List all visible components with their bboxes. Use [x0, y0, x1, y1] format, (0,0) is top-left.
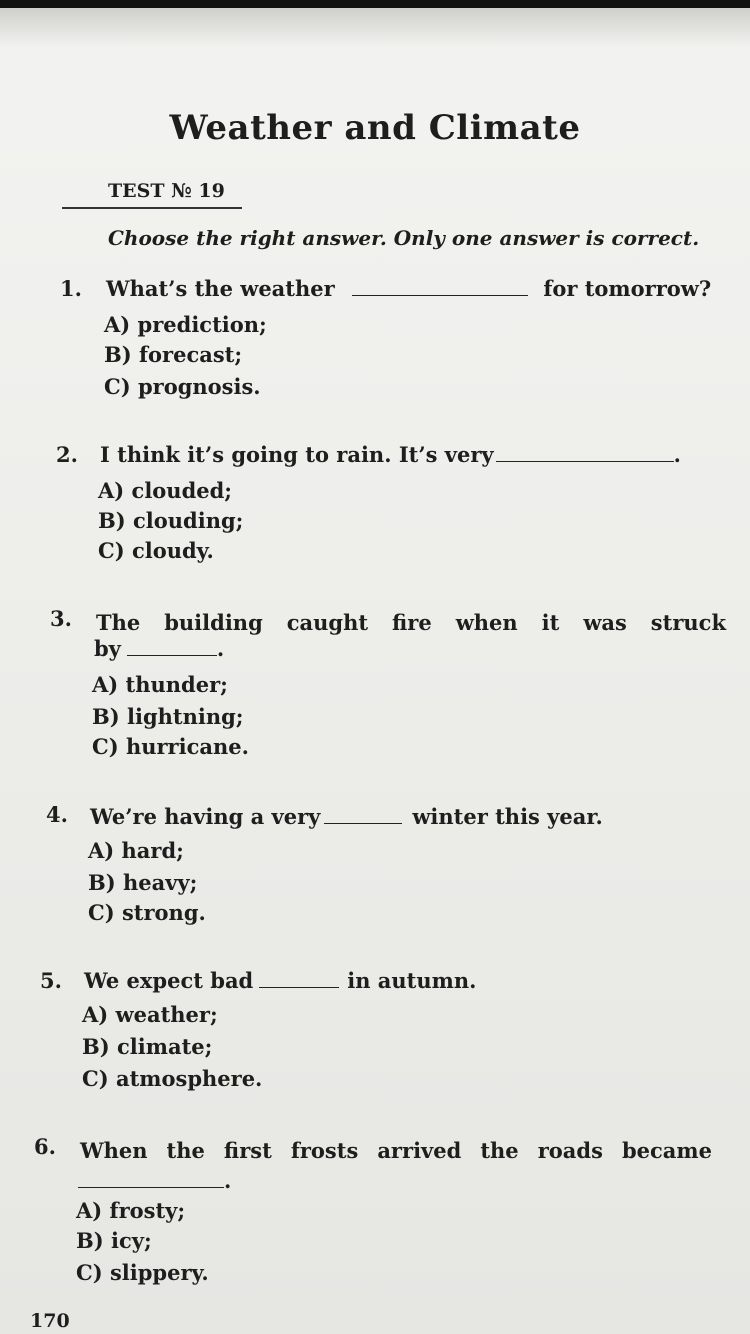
- page-title: Weather and Climate: [169, 108, 581, 148]
- question-4-after: winter this year.: [412, 804, 603, 829]
- question-6-word: first: [223, 1138, 272, 1163]
- question-3-before: by: [94, 636, 121, 661]
- question-6-option-a: A) frosty;: [76, 1198, 186, 1223]
- question-1-after: for tomorrow?: [543, 276, 712, 301]
- question-4-number: 4.: [46, 802, 68, 827]
- question-6-line-1: [80, 1138, 712, 1163]
- question-6-number: 6.: [34, 1134, 56, 1159]
- question-3-option-a: A) thunder;: [92, 672, 228, 697]
- question-6-blank: [78, 1169, 224, 1188]
- question-6-word: the: [166, 1138, 205, 1163]
- question-3-line-2: [94, 636, 224, 661]
- page-shadow: [0, 8, 750, 48]
- question-2-option-b: B) clouding;: [98, 508, 244, 533]
- question-4-option-c: C) strong.: [88, 900, 206, 925]
- question-1-number: 1.: [60, 276, 82, 301]
- question-3-word: struck: [650, 610, 726, 635]
- question-2-text: [100, 442, 681, 467]
- question-3-after: .: [216, 636, 225, 661]
- question-3-word: The: [96, 610, 141, 635]
- question-1-option-a: A) prediction;: [104, 312, 267, 337]
- question-5-option-c: C) atmosphere.: [82, 1066, 263, 1091]
- question-3-blank: [127, 637, 217, 656]
- question-2-option-a: A) clouded;: [98, 478, 233, 503]
- question-6-line-2: [78, 1168, 231, 1193]
- question-5-after: in autumn.: [347, 968, 477, 993]
- question-2-blank: [496, 443, 674, 462]
- question-3-word: caught: [286, 610, 369, 635]
- question-1-option-b: B) forecast;: [104, 342, 243, 367]
- question-6-word: frosts: [290, 1138, 359, 1163]
- question-4-option-b: B) heavy;: [88, 870, 198, 895]
- question-3-option-b: B) lightning;: [92, 704, 244, 729]
- question-5-before: We expect bad: [84, 968, 254, 993]
- question-3-word: was: [583, 610, 627, 635]
- question-1-before: What’s the weather: [106, 276, 335, 301]
- question-2-number: 2.: [56, 442, 78, 467]
- question-5-option-b: B) climate;: [82, 1034, 213, 1059]
- question-4-before: We’re having a very: [90, 804, 321, 829]
- question-4-text: [90, 804, 603, 829]
- test-underline: [62, 207, 242, 209]
- question-5-option-a: A) weather;: [82, 1002, 218, 1027]
- screen-top-edge: [0, 0, 750, 8]
- question-3-word: when: [455, 610, 518, 635]
- question-6-word: arrived: [377, 1138, 462, 1163]
- question-3-number: 3.: [50, 606, 72, 631]
- question-3-line-1: [96, 610, 726, 635]
- question-1-blank: [352, 277, 528, 296]
- question-6-word: the: [480, 1138, 519, 1163]
- question-4-blank: [324, 805, 402, 824]
- question-6-option-c: C) slippery.: [76, 1260, 209, 1285]
- question-6-option-b: B) icy;: [76, 1228, 152, 1253]
- question-1-text: [106, 276, 711, 301]
- instructions: Choose the right answer. Only one answer is correct.: [108, 226, 700, 250]
- question-2-option-c: C) cloudy.: [98, 538, 214, 563]
- question-5-number: 5.: [40, 968, 62, 993]
- question-6-word: When: [80, 1138, 148, 1163]
- question-6-word: became: [621, 1138, 712, 1163]
- question-3-word: fire: [392, 610, 432, 635]
- question-3-word: it: [541, 610, 560, 635]
- question-2-before: I think it’s going to rain. It’s very: [100, 442, 494, 467]
- question-1-option-c: C) prognosis.: [104, 374, 261, 399]
- question-4-option-a: A) hard;: [88, 838, 184, 863]
- test-label: TEST № 19: [108, 180, 225, 202]
- page-number: 170: [30, 1310, 70, 1332]
- question-3-word: building: [164, 610, 263, 635]
- question-2-after: .: [673, 442, 681, 467]
- question-5-blank: [259, 969, 339, 988]
- question-3-option-c: C) hurricane.: [92, 734, 249, 759]
- question-6-word: roads: [537, 1138, 603, 1163]
- question-5-text: [84, 968, 476, 993]
- question-6-after: .: [224, 1168, 232, 1193]
